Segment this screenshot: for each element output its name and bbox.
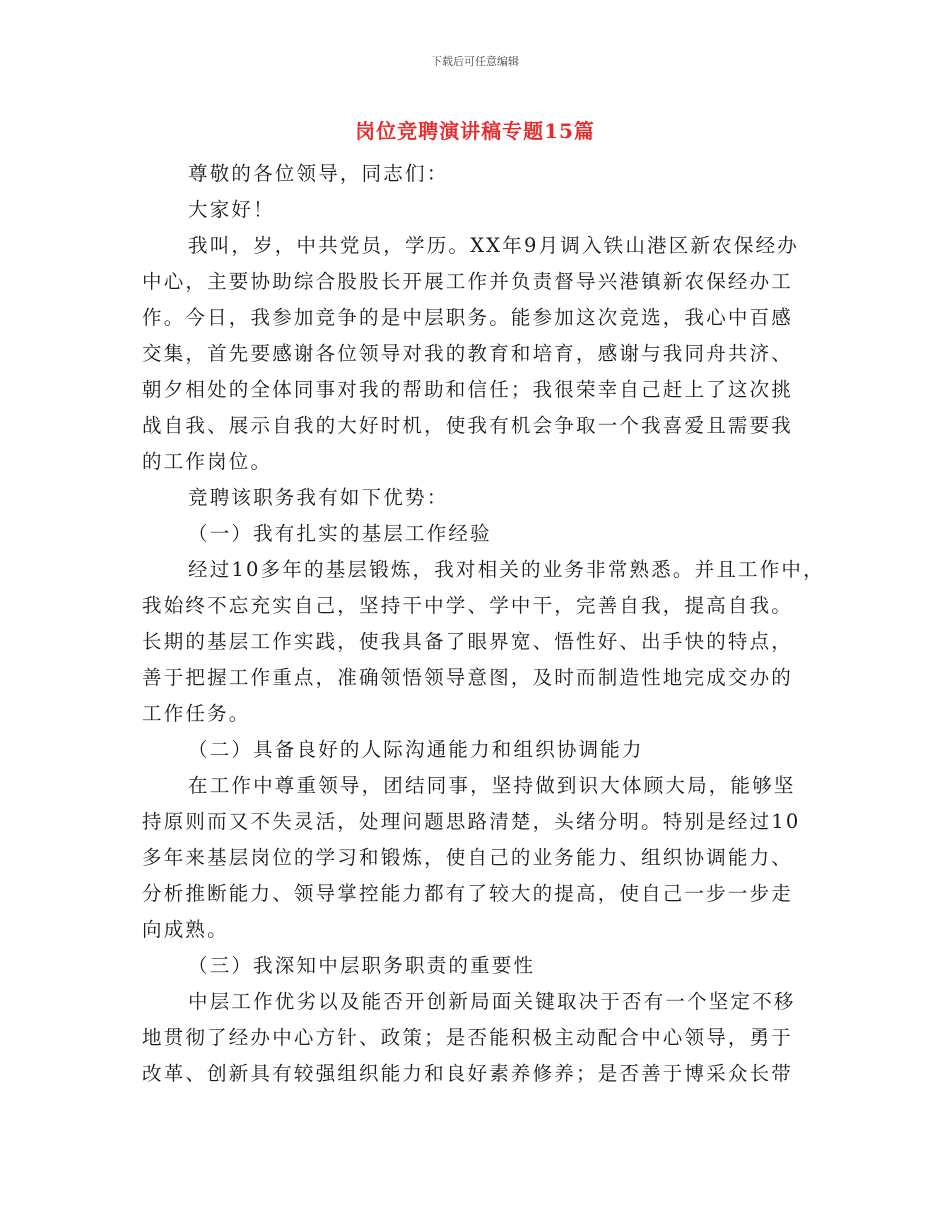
text-line: 工作任务。 — [142, 702, 251, 725]
document-title: 岗位竞聘演讲稿专题15篇 — [355, 119, 595, 143]
text-line: 分析推断能力、领导掌控能力都有了较大的提高，使自己一步一步走 — [142, 882, 794, 905]
text-line: 我始终不忘充实自己，坚持干中学、学中干，完善自我，提高自我。 — [142, 594, 794, 617]
text-line: 战自我、展示自我的大好时机，使我有机会争取一个我喜爱且需要我 — [142, 414, 794, 437]
text-line: （三）我深知中层职务职责的重要性 — [188, 954, 536, 977]
text-line: 中心，主要协助综合股股长开展工作并负责督导兴港镇新农保经办工 — [142, 270, 794, 293]
text-line: 交集，首先要感谢各位领导对我的教育和培育，感谢与我同舟共济、 — [142, 342, 794, 365]
text-line: 中层工作优劣以及能否开创新局面关键取决于否有一个坚定不移 — [188, 990, 796, 1013]
text-line: 尊敬的各位领导，同志们： — [188, 162, 449, 185]
document-body — [142, 156, 825, 1092]
text-line: 我叫，岁，中共党员，学历。XX年9月调入铁山港区新农保经办 — [188, 234, 799, 257]
text-line: 在工作中尊重领导，团结同事，坚持做到识大体顾大局，能够坚 — [188, 774, 796, 797]
text-line: 多年来基层岗位的学习和锻炼，使自己的业务能力、组织协调能力、 — [142, 846, 794, 869]
text-line: 竞聘该职务我有如下优势： — [188, 486, 449, 509]
text-line: 向成熟。 — [142, 918, 229, 941]
text-line: 经过10多年的基层锻炼，我对相关的业务非常熟悉。并且工作中， — [188, 558, 825, 581]
text-line: （一）我有扎实的基层工作经验 — [188, 522, 492, 545]
text-line: 作。今日，我参加竞争的是中层职务。能参加这次竞选，我心中百感 — [142, 306, 794, 329]
text-line: 的工作岗位。 — [142, 450, 273, 473]
text-line: 地贯彻了经办中心方针、政策；是否能积极主动配合中心领导，勇于 — [142, 1026, 794, 1049]
text-line: 持原则而又不失灵活，处理问题思路清楚，头绪分明。特别是经过10 — [142, 810, 801, 833]
text-line: 改革、创新具有较强组织能力和良好素养修养；是否善于博采众长带 — [142, 1062, 794, 1085]
text-line: 长期的基层工作实践，使我具备了眼界宽、悟性好、出手快的特点， — [142, 630, 794, 653]
text-line: 朝夕相处的全体同事对我的帮助和信任；我很荣幸自己赶上了这次挑 — [142, 378, 794, 401]
text-line: （二）具备良好的人际沟通能力和组织协调能力 — [188, 738, 644, 761]
text-line: 大家好！ — [188, 198, 275, 221]
header-note: 下载后可任意编辑 — [431, 55, 519, 68]
text-line: 善于把握工作重点，准确领悟领导意图，及时而制造性地完成交办的 — [142, 666, 794, 689]
